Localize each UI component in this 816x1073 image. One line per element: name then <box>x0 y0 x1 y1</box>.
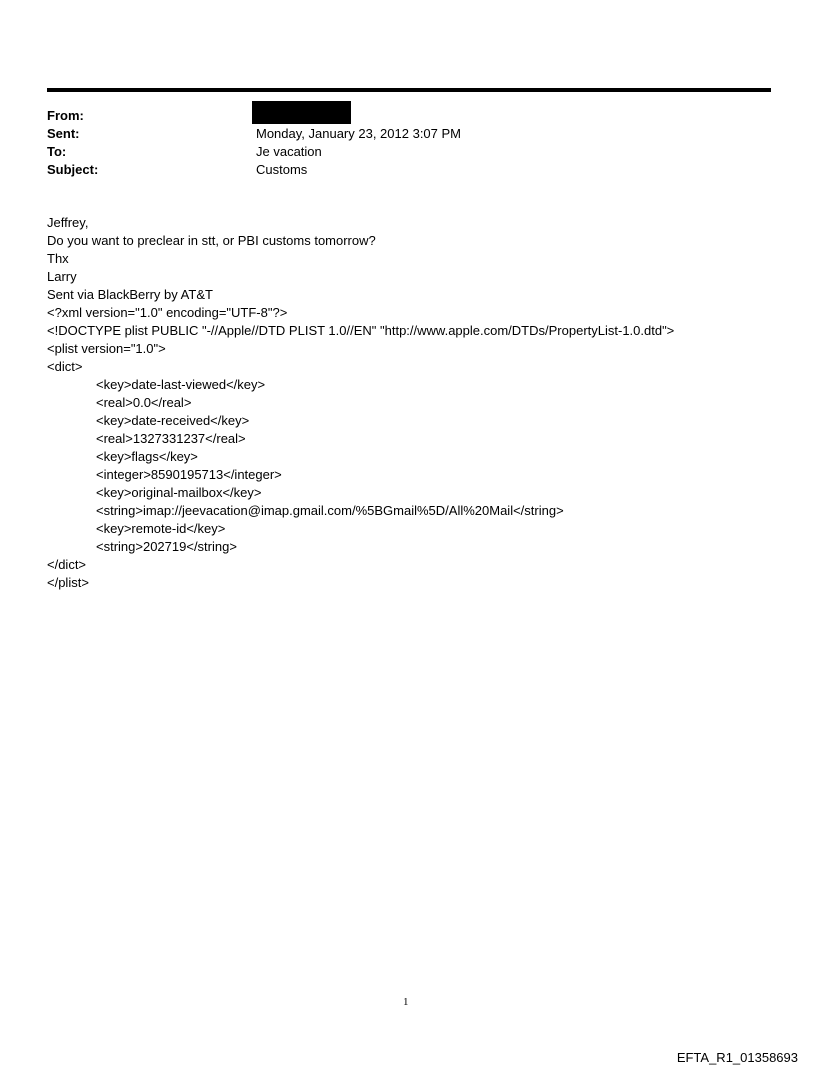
redaction-box <box>252 101 351 124</box>
plist-line: <key>date-received</key> <box>96 413 250 428</box>
plist-line: <key>flags</key> <box>96 449 198 464</box>
from-row <box>47 107 647 125</box>
sent-label: Sent: <box>47 126 80 141</box>
body-line: Do you want to preclear in stt, or PBI customs tomorrow? <box>47 233 376 248</box>
plist-line: </dict> <box>47 557 87 572</box>
plist-line: <key>remote-id</key> <box>96 521 226 536</box>
plist-line: <string>imap://jeevacation@imap.gmail.com/%5BGmail%5D/All%20Mail</string> <box>96 503 564 518</box>
plist-line: <?xml version="1.0" encoding="UTF-8"?> <box>47 305 288 320</box>
plist-line: <real>0.0</real> <box>96 395 192 410</box>
subject-row <box>47 161 647 179</box>
to-row <box>47 143 647 161</box>
plist-line: <key>date-last-viewed</key> <box>96 377 266 392</box>
email-body <box>47 214 787 592</box>
to-value: Je vacation <box>256 144 322 159</box>
header-rule <box>47 88 771 92</box>
to-label: To: <box>47 144 67 159</box>
body-line: Larry <box>47 269 77 284</box>
sent-value: Monday, January 23, 2012 3:07 PM <box>256 126 461 141</box>
bates-number: EFTA_R1_01358693 <box>676 1050 798 1065</box>
page-number: 1 <box>403 996 409 1008</box>
subject-label: Subject: <box>47 162 99 177</box>
plist-line: </plist> <box>47 575 89 590</box>
email-header <box>47 107 647 179</box>
plist-line: <dict> <box>47 359 83 374</box>
plist-line: <plist version="1.0"> <box>47 341 166 356</box>
sent-row <box>47 125 647 143</box>
signature-line: Sent via BlackBerry by AT&T <box>47 287 213 302</box>
subject-value: Customs <box>256 162 308 177</box>
from-label: From: <box>47 108 84 123</box>
body-line: Jeffrey, <box>47 215 89 230</box>
plist-line: <key>original-mailbox</key> <box>96 485 262 500</box>
body-line: Thx <box>47 251 69 266</box>
plist-line: <!DOCTYPE plist PUBLIC "-//Apple//DTD PLIST 1.0//EN" "http://www.apple.com/DTDs/PropertyList-1.0.dtd"> <box>47 323 675 338</box>
plist-line: <real>1327331237</real> <box>96 431 246 446</box>
plist-line: <integer>8590195713</integer> <box>96 467 282 482</box>
plist-line: <string>202719</string> <box>96 539 237 554</box>
